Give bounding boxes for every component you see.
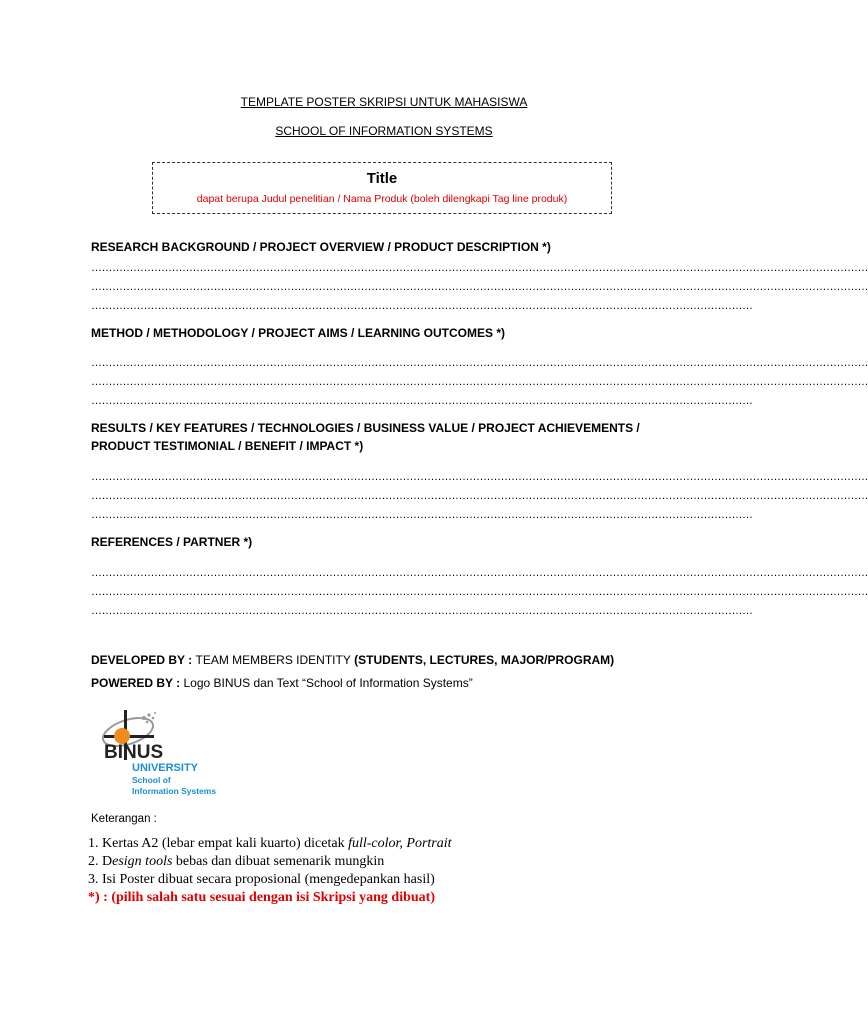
logo-information-systems: Information Systems [132,786,217,796]
note-item-2 [88,853,384,871]
note-item-2-italic: esign tools [112,854,173,869]
title-placeholder-box [152,162,612,214]
dotted-line: …………………………………………………………………………………………………………………………………………………………………………………………………… [91,586,868,598]
powered-by-text: Logo BINUS dan Text “School of Information Systems” [183,676,473,690]
note-item-3: 3. Isi Poster dibuat secara proposional (mengedepankan hasil) [88,872,435,887]
notes-heading: Keterangan : [91,813,157,825]
dotted-line: …………………………………………………………………………………………………………………………………………………………………………………………………… [91,357,868,369]
logo-university: UNIVERSITY [132,762,199,774]
note-item-1 [88,835,452,853]
dotted-line: …………………………………………………………………………………………………………………………………………………………………………………………………… [91,281,868,293]
note-item-2-prefix: 2. D [88,854,113,869]
title-label: Title [366,170,398,187]
title-hint: dapat berupa Judul penelitian / Nama Produk (boleh dilengkapi Tag line produk) [196,193,568,205]
developed-by-label: DEVELOPED BY : [91,653,193,667]
dotted-line: ……………………………………………………………………………………………………………………………………………………………………… [91,509,753,521]
note-item-4: *) : (pilih salah satu sesuai dengan isi Skripsi yang dibuat) [88,890,435,905]
dotted-line: ……………………………………………………………………………………………………………………………………………………………………… [91,605,753,617]
developed-by-detail: (STUDENTS, LECTURES, MAJOR/PROGRAM) [354,653,615,667]
doc-subtitle: SCHOOL OF INFORMATION SYSTEMS [275,124,493,138]
dotted-line: …………………………………………………………………………………………………………………………………………………………………………………………………… [91,490,868,502]
dotted-line: ……………………………………………………………………………………………………………………………………………………………………… [91,395,753,407]
doc-title: TEMPLATE POSTER SKRIPSI UNTUK MAHASISWA [240,95,528,109]
section-heading-background: RESEARCH BACKGROUND / PROJECT OVERVIEW / PRODUCT DESCRIPTION *) [91,240,551,254]
section-heading-results: RESULTS / KEY FEATURES / TECHNOLOGIES / BUSINESS VALUE / PROJECT ACHIEVEMENTS / PRODUCT TESTIMONIAL / BENEFIT / IMPACT *) [91,421,640,453]
section-heading-method: METHOD / METHODOLOGY / PROJECT AIMS / LEARNING OUTCOMES *) [91,326,506,340]
powered-by-label: POWERED BY : [91,676,181,690]
logo-brand: BINUS [104,742,164,763]
note-item-1-italic: full-color, Portrait [348,836,452,851]
binus-logo [96,702,246,802]
dotted-line: …………………………………………………………………………………………………………………………………………………………………………………………………… [91,471,868,483]
section-heading-references: REFERENCES / PARTNER *) [91,535,253,549]
dotted-line: …………………………………………………………………………………………………………………………………………………………………………………………………… [91,376,868,388]
powered-by-line [91,676,473,690]
developed-by-line [91,653,614,667]
developed-by-team: TEAM MEMBERS IDENTITY [195,653,351,667]
note-item-2-text: bebas dan dibuat semenarik mungkin [172,854,385,869]
logo-school-of: School of [132,775,171,785]
dotted-line: …………………………………………………………………………………………………………………………………………………………………………………………………… [91,262,868,274]
note-item-1-text: 1. Kertas A2 (lebar empat kali kuarto) dicetak [88,836,349,851]
dotted-line: ……………………………………………………………………………………………………………………………………………………………………… [91,300,753,312]
dotted-line: …………………………………………………………………………………………………………………………………………………………………………………………………… [91,567,868,579]
